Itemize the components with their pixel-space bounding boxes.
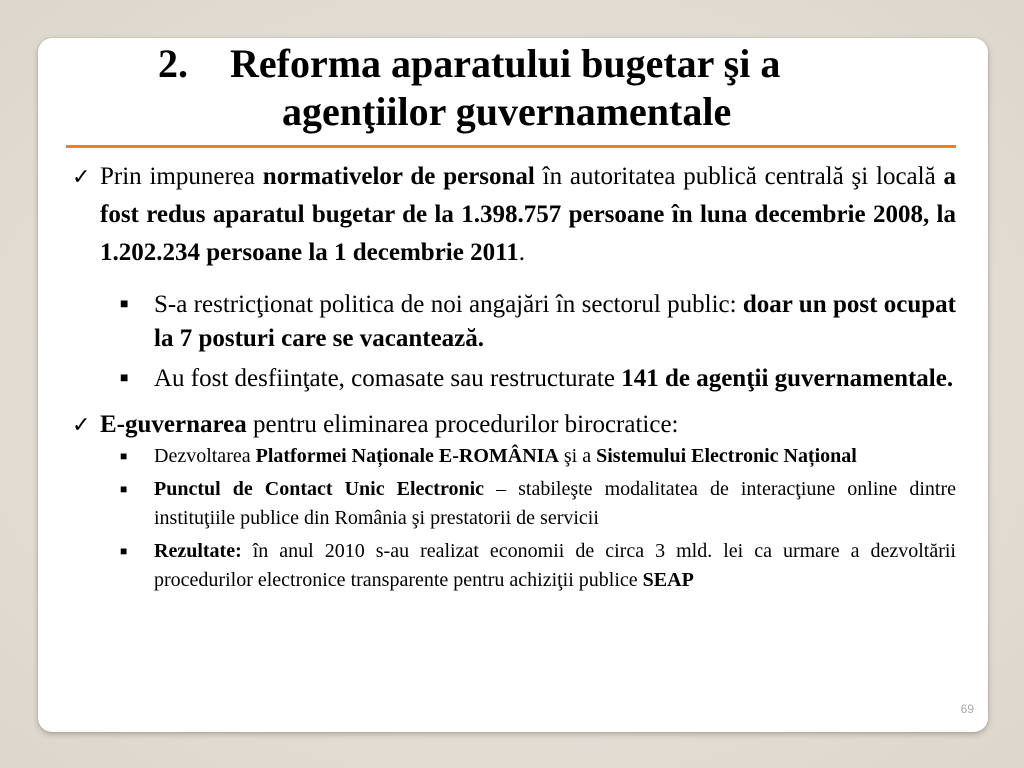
text-run: Prin impunerea (100, 163, 263, 190)
section-2-bullet-1 (66, 442, 956, 471)
text-run: S-a restricţionat politica de noi angajări în sectorul public: (154, 291, 743, 318)
section-2-paragraph (66, 410, 956, 440)
text-run: şi a (558, 445, 597, 467)
slide-title (158, 40, 918, 136)
text-run: în anul 2010 s-au realizat economii de circa 3 mld. lei ca urmare a dezvoltării procedurilor electronice transparente pentru achiziţii publice (154, 540, 956, 591)
square-bullet-icon: ■ (120, 544, 128, 558)
square-bullet-icon: ■ (120, 371, 129, 386)
check-icon: ✓ (72, 412, 91, 437)
bold-text-run: doar un post ocupat la 7 posturi care se vacantează. (154, 291, 956, 352)
section-1-paragraph (66, 158, 956, 272)
text-run: Dezvoltarea (154, 445, 256, 467)
bold-text-run: SEAP (642, 569, 694, 591)
title-number: 2. (158, 41, 188, 86)
square-bullet-icon: ■ (120, 297, 129, 312)
bold-text-run: Sistemului Electronic Național (596, 445, 857, 467)
section-1-bullet-1 (66, 288, 956, 356)
check-icon: ✓ (72, 164, 91, 189)
bullet-text (154, 478, 956, 529)
bold-text-run: Rezultate: (154, 540, 242, 562)
section-1-text (100, 163, 956, 266)
bold-text-run: a fost redus aparatul bugetar de la 1.398.757 persoane în luna decembrie 2008, la 1.202.234 persoane la 1 decembrie 2011 (100, 163, 956, 266)
title-line-1: Reforma aparatului bugetar şi a (230, 41, 781, 86)
bold-text-run: 141 de agenţii guvernamentale. (621, 365, 954, 392)
text-run: . (518, 239, 525, 266)
bold-text-run: Platformei Naționale E-ROMÂNIA (255, 445, 559, 467)
text-run: în autoritatea publică centrală şi locală (534, 163, 944, 190)
bullet-text (154, 540, 956, 591)
bullet-text (154, 365, 953, 392)
title-line-2: agenţiilor guvernamentale (282, 89, 732, 134)
title-underline (66, 145, 956, 148)
section-2-bullet-3 (66, 537, 956, 595)
text-run: Au fost desfiinţate, comasate sau restructurate (154, 365, 622, 392)
bold-text-run: normativelor de personal (262, 163, 535, 190)
square-bullet-icon: ■ (120, 482, 128, 496)
slide-number: 69 (960, 702, 974, 716)
section-2-bullet-2 (66, 475, 956, 533)
text-run: – stabileşte modalitatea de interacţiune online dintre instituţiile publice din România şi prestatorii de servicii (154, 478, 956, 529)
square-bullet-icon: ■ (120, 449, 128, 463)
section-1-bullet-2 (66, 362, 956, 396)
text-run: pentru eliminarea procedurilor birocratice: (246, 411, 679, 438)
bullet-text (154, 291, 956, 352)
bold-text-run: E-guvernarea (100, 411, 247, 438)
slide-content (66, 158, 956, 595)
section-2-text (100, 411, 679, 438)
bold-text-run: Punctul de Contact Unic Electronic (154, 478, 485, 500)
bullet-text (154, 445, 857, 467)
